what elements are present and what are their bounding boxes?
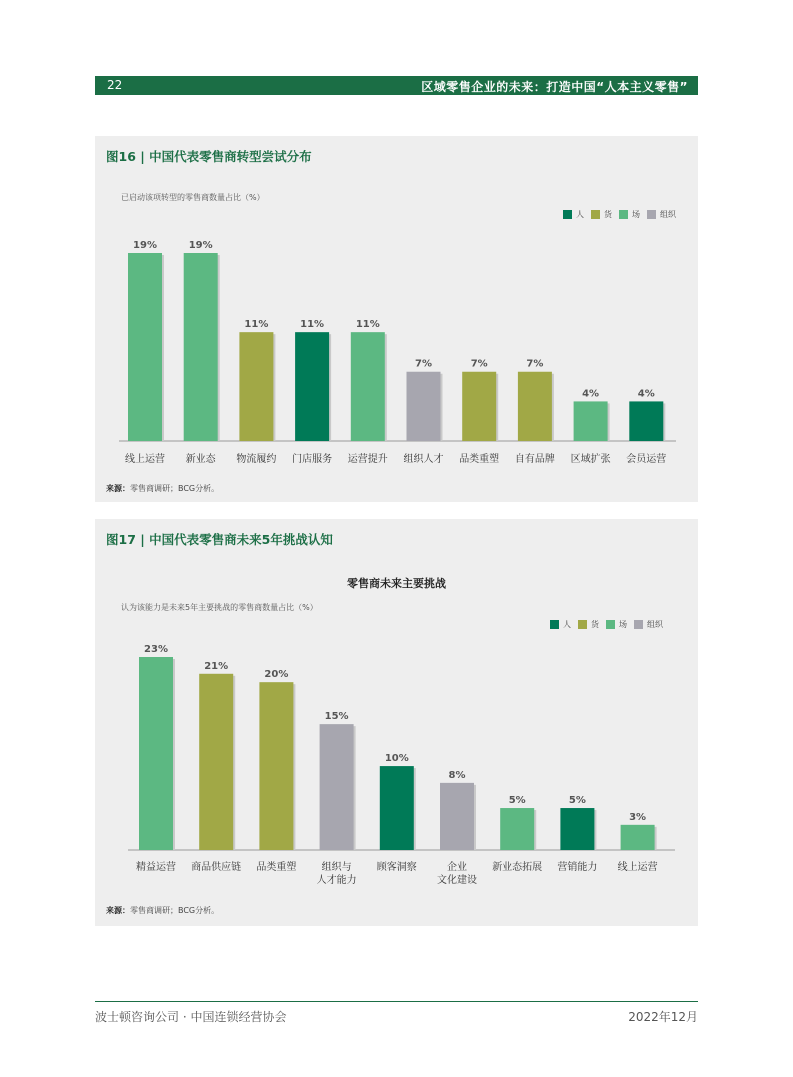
category-label-line: 品类重塑	[256, 862, 297, 873]
page-header-bar	[95, 76, 698, 95]
category-label-8	[557, 860, 597, 873]
bar-value-label-8: 7%	[526, 358, 544, 370]
bar-value-label-3: 20%	[264, 669, 289, 681]
category-label-line: 精益运营	[136, 862, 176, 873]
category-label-1	[136, 860, 176, 873]
category-label-7	[492, 860, 542, 873]
bar-value-label-1: 19%	[133, 240, 157, 251]
category-label-line: 企业	[447, 862, 467, 873]
figure17-chart-title: 零售商未来主要挑战	[347, 577, 446, 590]
category-label-line: 线上运营	[125, 454, 165, 465]
bar-7	[462, 372, 496, 441]
bar-value-label-4: 15%	[324, 711, 349, 723]
category-label-9	[618, 860, 658, 873]
category-label-8	[515, 452, 555, 465]
figure16-chart	[95, 136, 698, 502]
bar-value-label-7: 7%	[470, 358, 488, 370]
header-title: 区域零售企业的未来：打造中国“人本主义零售”	[421, 80, 688, 94]
category-label-line: 商品供应链	[191, 862, 242, 873]
category-label-line: 文化建设	[437, 875, 477, 886]
bar-1	[139, 657, 173, 850]
legend-label-huo: 货	[604, 210, 612, 219]
category-label-5	[377, 860, 417, 873]
bar-value-label-5: 11%	[355, 319, 380, 331]
category-label-2	[186, 452, 217, 465]
legend-label-chang: 场	[619, 620, 627, 629]
bar-10	[629, 401, 663, 441]
figure16-source-text: 零售商调研；BCG分析。	[130, 484, 220, 493]
category-label-6	[437, 860, 477, 886]
category-label-line: 物流履约	[236, 454, 277, 465]
bar-4	[295, 332, 329, 441]
figure17-panel	[95, 519, 698, 926]
figure17-source-text: 零售商调研；BCG分析。	[130, 906, 220, 915]
figure17-source-label: 来源：	[106, 906, 130, 915]
category-label-10	[626, 452, 666, 465]
bar-6	[407, 372, 441, 441]
category-label-4	[317, 860, 357, 886]
figure17-chart	[95, 519, 698, 926]
bar-value-label-5: 10%	[384, 753, 409, 765]
category-label-3	[256, 860, 296, 873]
bar-1	[128, 253, 162, 441]
category-label-line: 组织与	[321, 862, 352, 873]
bar-value-label-10: 4%	[637, 388, 655, 400]
category-label-line: 营销能力	[557, 862, 598, 873]
bar-value-label-9: 3%	[629, 811, 647, 823]
bar-3	[239, 332, 273, 441]
figure16-source-label: 来源：	[106, 484, 130, 493]
bar-3	[259, 682, 293, 850]
category-label-line: 新业态	[185, 454, 216, 465]
bar-value-label-4: 11%	[300, 319, 325, 331]
category-label-line: 人才能力	[316, 875, 357, 886]
legend-label-chang: 场	[632, 210, 640, 219]
category-label-4	[292, 452, 332, 465]
page-number: 22	[107, 78, 123, 92]
legend-label-huo: 货	[591, 620, 599, 629]
category-label-line: 组织人才	[403, 454, 444, 465]
category-label-line: 顾客洞察	[376, 862, 417, 873]
category-label-5	[348, 452, 388, 465]
figure16-ylabel: 已启动该项转型的零售商数量占比（%）	[121, 193, 265, 202]
category-label-line: 区域扩张	[570, 454, 611, 465]
figure16-title: 图16 | 中国代表零售商转型尝试分布	[106, 149, 312, 164]
category-label-7	[459, 452, 499, 465]
figure16-panel	[95, 136, 698, 502]
category-label-9	[571, 452, 611, 465]
bar-7	[500, 808, 534, 850]
figure16-source	[106, 483, 219, 494]
bar-value-label-3: 11%	[244, 319, 269, 331]
bar-value-label-9: 4%	[582, 388, 600, 400]
legend-label-ren: 人	[576, 210, 584, 219]
figure17-source	[106, 905, 219, 916]
category-label-line: 自有品牌	[514, 454, 555, 465]
bar-2	[199, 674, 233, 850]
bar-5	[351, 332, 385, 441]
footer-divider	[95, 1001, 698, 1002]
category-label-line: 品类重塑	[459, 454, 500, 465]
category-label-6	[404, 452, 444, 465]
category-label-line: 会员运营	[626, 454, 667, 465]
category-label-1	[125, 452, 165, 465]
bar-value-label-7: 5%	[508, 795, 526, 807]
bar-value-label-8: 5%	[568, 795, 586, 807]
bar-5	[380, 766, 414, 850]
category-label-2	[191, 860, 241, 873]
category-label-line: 新业态拓展	[492, 862, 543, 873]
bar-9	[621, 825, 655, 850]
bar-6	[440, 783, 474, 850]
bar-8	[560, 808, 594, 850]
bar-2	[184, 253, 218, 441]
category-label-line: 线上运营	[617, 862, 658, 873]
bar-9	[574, 401, 608, 441]
legend-label-zuzhi: 组织	[647, 620, 663, 629]
bar-value-label-1: 23%	[144, 644, 168, 655]
figure17-title: 图17 | 中国代表零售商未来5年挑战认知	[106, 532, 333, 547]
bar-value-label-2: 21%	[204, 660, 229, 672]
footer-publisher: 波士顿咨询公司 · 中国连锁经营协会	[95, 1010, 287, 1024]
bar-value-label-2: 19%	[188, 240, 213, 251]
category-label-line: 运营提升	[347, 454, 388, 465]
bar-value-label-6: 7%	[415, 358, 432, 370]
category-label-3	[236, 452, 276, 465]
footer-date: 2022年12月	[628, 1010, 698, 1024]
figure17-ylabel: 认为该能力是未来5年主要挑战的零售商数量占比（%）	[121, 603, 318, 612]
legend-label-zuzhi: 组织	[660, 210, 676, 219]
bar-value-label-6: 8%	[448, 769, 466, 781]
bar-4	[320, 724, 354, 850]
legend-label-ren: 人	[563, 620, 571, 629]
bar-8	[518, 372, 552, 441]
category-label-line: 门店服务	[292, 454, 333, 465]
